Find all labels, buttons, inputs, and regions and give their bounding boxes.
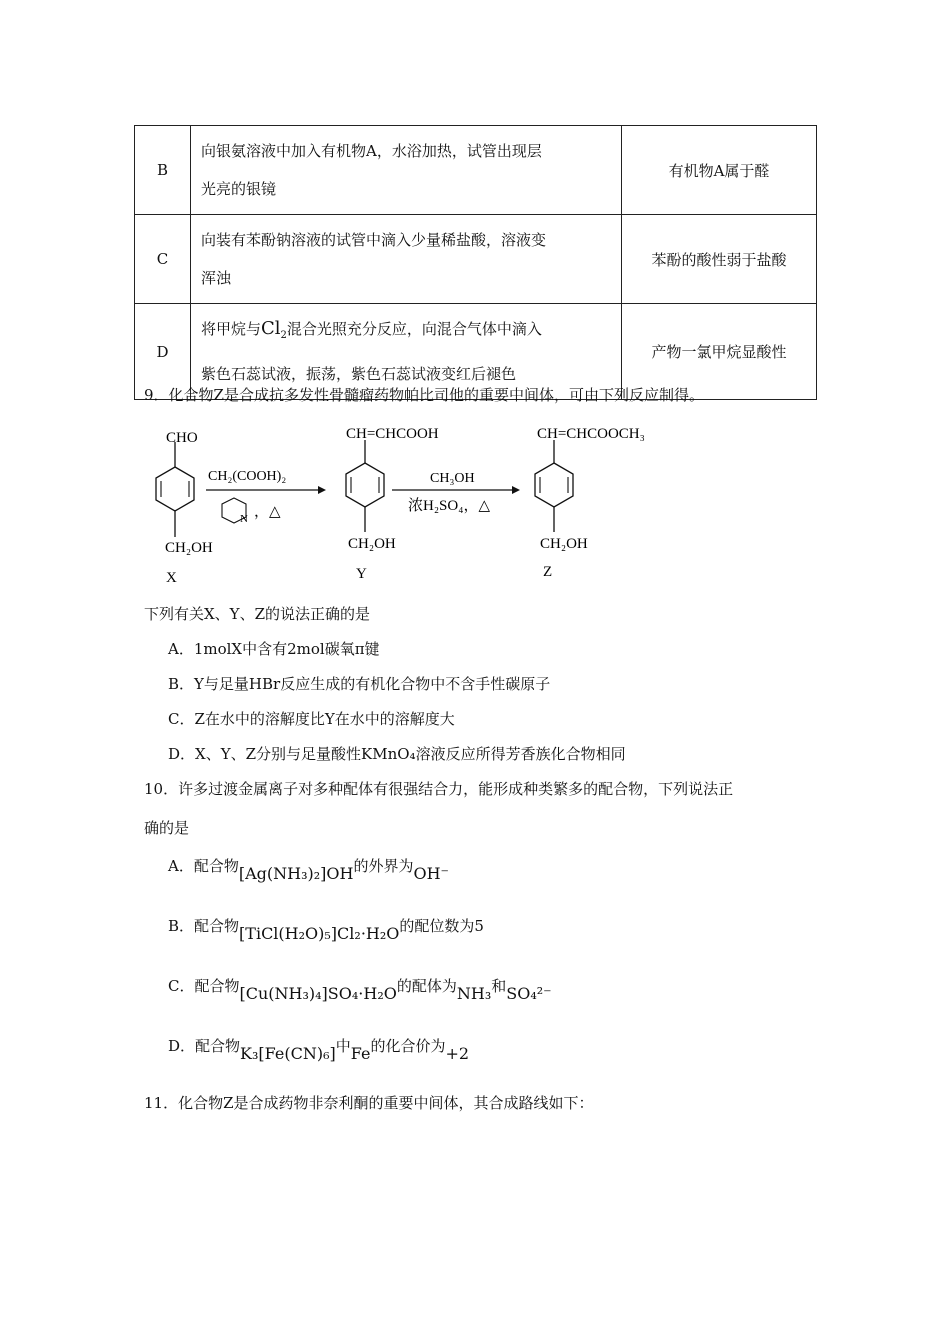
row-operation: 将甲烷与$Cl_2$混合光照充分反应，向混合气体中滴入 紫色石蕊试液，振荡，紫色石蕊试液变红后褪色: [191, 304, 622, 400]
z-label: Z: [543, 564, 553, 580]
q9-option-d: D．X、Y、Z分别与足量酸性KMnO₄溶液反应所得芳香族化合物相同: [168, 745, 626, 763]
q9-option-b: B．Y与足量HBr反应生成的有机化合物中不含手性碳原子: [168, 675, 551, 693]
table-row: [135, 215, 817, 304]
z-bottom-group: CH₂OH: [540, 536, 588, 552]
row-conclusion: 苯酚的酸性弱于盐酸: [622, 215, 817, 304]
x-bottom-group: CH₂OH: [165, 540, 213, 556]
row-label: D: [135, 304, 191, 400]
q9-option-a: A．1molX中含有2mol碳氧π键: [168, 640, 380, 658]
arrow1-condition: ，△: [254, 504, 281, 520]
table-row: [135, 126, 817, 215]
row-conclusion: 有机物A属于醛: [622, 126, 817, 215]
row-conclusion: 产物一氯甲烷显酸性: [622, 304, 817, 400]
y-top-group: CH=CHCOOH: [346, 426, 439, 442]
x-label: X: [166, 570, 177, 586]
row-operation: 向装有苯酚钠溶液的试管中滴入少量稀盐酸，溶液变 浑浊: [191, 215, 622, 304]
row-label: C: [135, 215, 191, 304]
compound-z: [535, 426, 645, 580]
experiment-table: [134, 125, 817, 400]
reaction-arrow-1: [206, 469, 326, 525]
q10-stem-line2: 确的是: [144, 819, 190, 837]
q11-stem: 11．化合物Z是合成药物非奈利酮的重要中间体，其合成路线如下：: [144, 1094, 594, 1112]
reaction-scheme: [130, 420, 690, 590]
y-label: Y: [356, 566, 367, 582]
q9-lead: 下列有关X、Y、Z的说法正确的是: [144, 605, 371, 623]
row-label: B: [135, 126, 191, 215]
arrow2-reagent: CH₃OH: [430, 471, 475, 486]
row-operation: 向银氨溶液中加入有机物A，水浴加热，试管出现层 光亮的银镜: [191, 126, 622, 215]
compound-x: [156, 430, 213, 586]
arrow2-condition: 浓H₂SO₄，△: [408, 498, 491, 514]
reaction-arrow-2: [392, 471, 520, 514]
q10-option-d: D．配合物K₃[Fe(CN)₆]中Fe的化合价为+2: [168, 1037, 470, 1063]
z-top-group: CH=CHCOOCH₃: [537, 426, 645, 442]
q10-option-a: A．配合物[Ag(NH₃)₂]OH的外界为OH⁻: [168, 857, 449, 883]
arrow1-reagent: CH₂(COOH)₂: [208, 469, 287, 484]
q9-stem: 9．化合物Z是合成抗多发性骨髓瘤药物帕比司他的重要中间体，可由下列反应制得。: [144, 386, 704, 404]
q10-option-b: B．配合物[TiCl(H₂O)₅]Cl₂·H₂O的配位数为5: [168, 917, 484, 943]
x-top-group: CHO: [166, 430, 198, 446]
y-bottom-group: CH₂OH: [348, 536, 396, 552]
q10-option-c: C．配合物[Cu(NH₃)₄]SO₄·H₂O的配体为NH₃和SO₄²⁻: [168, 977, 552, 1003]
q9-option-c: C．Z在水中的溶解度比Y在水中的溶解度大: [168, 710, 455, 728]
pyridine-n: N: [240, 513, 248, 525]
q10-stem-line1: 10．许多过渡金属离子对多种配体有很强结合力，能形成种类繁多的配合物，下列说法正: [144, 780, 734, 798]
